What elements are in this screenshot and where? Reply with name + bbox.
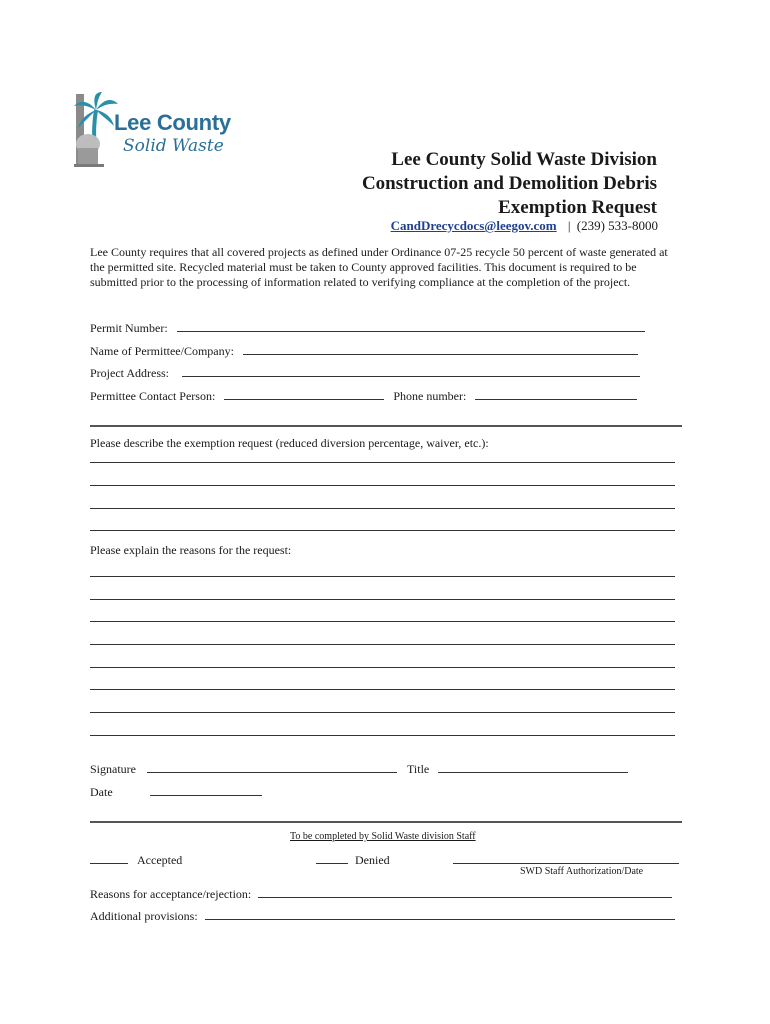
staff-authorization-field[interactable] — [453, 863, 679, 864]
address-row — [90, 365, 640, 381]
denied-row — [316, 852, 390, 868]
reasons-line[interactable] — [90, 712, 675, 713]
denied-label: Denied — [355, 853, 390, 867]
accepted-row — [90, 852, 182, 868]
description-line[interactable] — [90, 485, 675, 486]
divider — [90, 425, 682, 427]
reasons-line[interactable] — [90, 689, 675, 690]
staff-heading: To be completed by Solid Waste division Staff — [290, 831, 476, 842]
title-field[interactable] — [438, 761, 628, 773]
address-label: Project Address: — [90, 366, 169, 380]
signature-row — [90, 761, 628, 777]
signature-field[interactable] — [147, 761, 397, 773]
address-field[interactable] — [182, 365, 640, 377]
reasons-field[interactable] — [258, 886, 672, 898]
reasons-label: Reasons for acceptance/rejection: — [90, 887, 252, 901]
signature-label: Signature — [90, 762, 136, 776]
staff-authorization-label: SWD Staff Authorization/Date — [520, 866, 644, 877]
permittee-row — [90, 343, 638, 359]
title-line-1: Lee County Solid Waste Division — [391, 149, 657, 170]
description-line[interactable] — [90, 462, 675, 463]
date-field[interactable] — [150, 784, 262, 796]
palm-tree-icon — [70, 92, 120, 168]
contact-person-label: Permittee Contact Person: — [90, 389, 216, 403]
reasons-line[interactable] — [90, 644, 675, 645]
phone-label: Phone number: — [393, 389, 467, 403]
lee-county-logo — [70, 92, 240, 170]
reasons-row — [90, 886, 672, 902]
reasons-line[interactable] — [90, 667, 675, 668]
reasons-line[interactable] — [90, 621, 675, 622]
accepted-label: Accepted — [137, 853, 183, 867]
permit-number-row — [90, 320, 645, 336]
provisions-field[interactable] — [205, 908, 675, 920]
contact-person-field[interactable] — [224, 388, 384, 400]
phone-field[interactable] — [475, 388, 637, 400]
permit-number-field[interactable] — [177, 320, 645, 332]
provisions-label: Additional provisions: — [90, 909, 198, 923]
section1-label: Please describe the exemption request (reduced diversion percentage, waiver, etc.): — [90, 436, 489, 450]
permittee-field[interactable] — [243, 343, 638, 355]
intro-paragraph: Lee County requires that all covered projects as defined under Ordinance 07-25 recycle 50 percent of waste generated at the permitted site. Recycled material must be taken to County approved facilities. This document is required to be submitted prior to the processing of information related to verifying compliance at the completion of the project. — [90, 245, 668, 290]
permittee-label: Name of Permittee/Company: — [90, 344, 234, 358]
description-line[interactable] — [90, 508, 675, 509]
section2-label: Please explain the reasons for the request: — [90, 543, 292, 557]
email-link[interactable]: CandDrecycdocs@leegov.com — [390, 218, 557, 233]
denied-checkbox[interactable] — [316, 852, 348, 864]
title-line-3: Exemption Request — [498, 197, 657, 218]
phone-number: (239) 533-8000 — [576, 218, 658, 233]
date-row — [90, 784, 262, 800]
reasons-line[interactable] — [90, 735, 675, 736]
title-label: Title — [407, 762, 430, 776]
date-label: Date — [90, 785, 113, 799]
separator: | — [567, 218, 571, 233]
contact-person-row — [90, 388, 637, 404]
logo-line2: Solid Waste — [123, 136, 224, 156]
accepted-checkbox[interactable] — [90, 852, 128, 864]
description-line[interactable] — [90, 530, 675, 531]
title-line-2: Construction and Demolition Debris — [361, 173, 657, 194]
reasons-line[interactable] — [90, 576, 675, 577]
divider — [90, 821, 682, 823]
reasons-line[interactable] — [90, 599, 675, 600]
provisions-row — [90, 908, 675, 924]
logo-line1: Lee County — [114, 110, 231, 135]
contact-line — [391, 218, 658, 234]
permit-number-label: Permit Number: — [90, 321, 168, 335]
